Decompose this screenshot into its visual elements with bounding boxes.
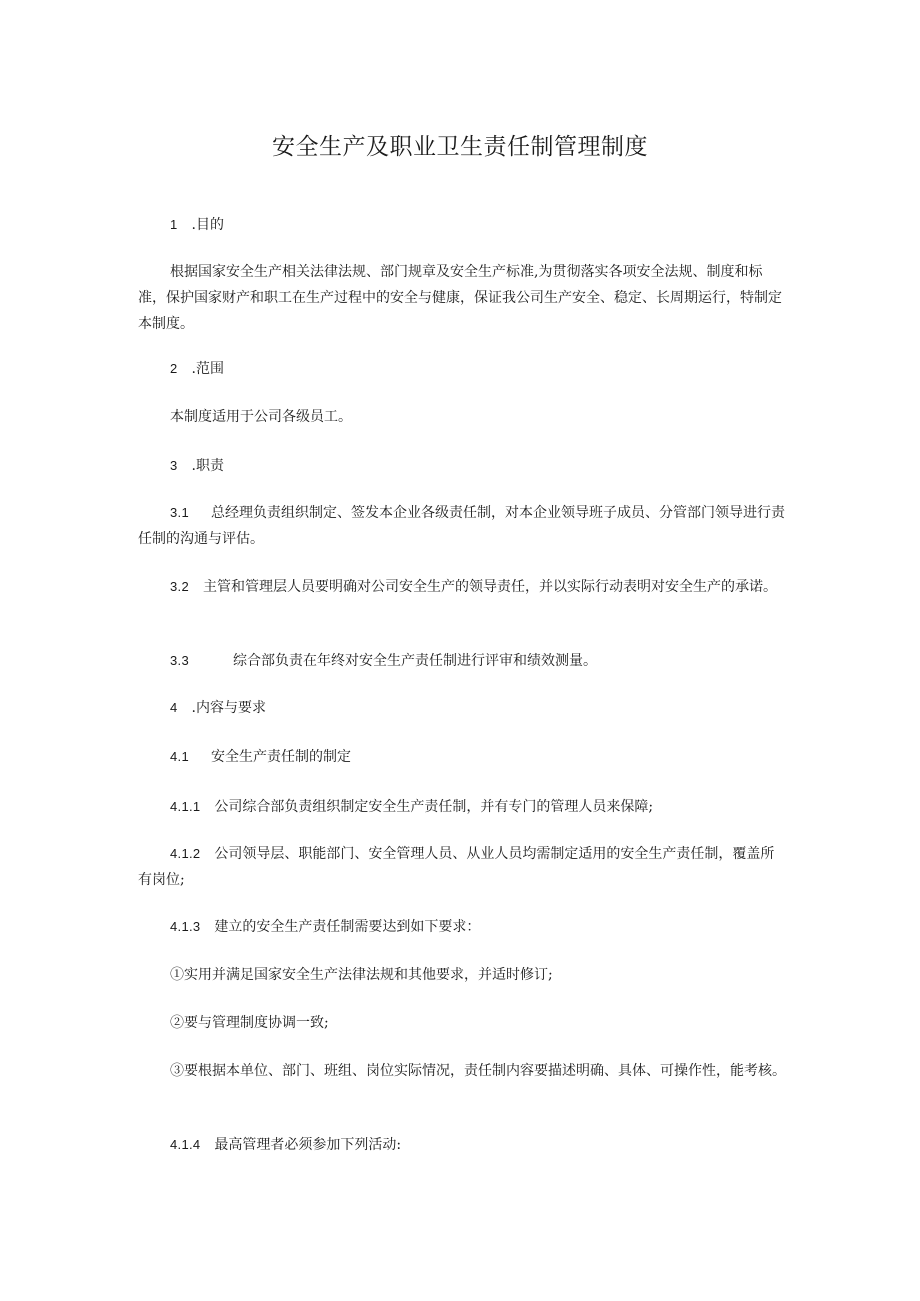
clause-number: 4.1.4	[170, 1137, 201, 1152]
section-heading-text: .职责	[191, 458, 224, 474]
section-heading-text: .内容与要求	[191, 700, 266, 716]
clause-number: 3.1	[170, 505, 189, 520]
clause-text: 公司综合部负责组织制定安全生产责任制，并有专门的管理人员来保障;	[214, 799, 654, 815]
clause-text: 最高管理者必须参加下列活动:	[214, 1137, 402, 1153]
clause-4-1-3	[138, 914, 788, 940]
clause-text: 综合部负责在年终对安全生产责任制进行评审和绩效测量。	[232, 653, 597, 669]
document-title: 安全生产及职业卫生责任制管理制度	[272, 134, 648, 160]
clause-4-1	[138, 744, 788, 770]
clause-number: 4.1.3	[170, 919, 201, 934]
clause-text: 安全生产责任制的制定	[210, 749, 351, 765]
clause-4-1-1	[138, 794, 788, 820]
section-heading-1	[138, 212, 788, 238]
clause-number: 4.1	[170, 749, 189, 764]
clause-number: 3.2	[170, 579, 189, 594]
requirement-item-3: ③要根据本单位、部门、班组、岗位实际情况，责任制内容要描述明确、具体、可操作性，能考核。	[170, 1063, 786, 1079]
section-number: 1	[170, 217, 178, 232]
clause-number: 3.3	[170, 653, 189, 668]
paragraph-purpose: 根据国家安全生产相关法律法规、部门规章及安全生产标准,为贯彻落实各项安全法规、制度和标准，保护国家财产和职工在生产过程中的安全与健康，保证我公司生产安全、稳定、长周期运行，特制定本制度。	[138, 264, 782, 332]
section-number: 3	[170, 458, 178, 473]
clause-text: 公司领导层、职能部门、安全管理人员、从业人员均需制定适用的安全生产责任制，覆盖所有岗位;	[138, 846, 775, 888]
section-heading-text: .范围	[191, 361, 224, 377]
requirement-item-1: ①实用并满足国家安全生产法律法规和其他要求，并适时修订;	[170, 967, 553, 983]
section-heading-2	[138, 356, 788, 382]
clause-text: 主管和管理层人员要明确对公司安全生产的领导责任，并以实际行动表明对安全生产的承诺。	[202, 579, 777, 595]
clause-3-2	[138, 574, 788, 600]
section-heading-text: .目的	[191, 217, 224, 233]
clause-3-3	[138, 648, 788, 674]
clause-text: 建立的安全生产责任制需要达到如下要求：	[214, 919, 481, 935]
requirement-item-2: ②要与管理制度协调一致;	[170, 1015, 329, 1031]
paragraph-scope: 本制度适用于公司各级员工。	[170, 409, 352, 425]
section-number: 4	[170, 700, 178, 715]
section-heading-4	[138, 695, 788, 721]
clause-number: 4.1.2	[170, 846, 201, 861]
section-number: 2	[170, 361, 178, 376]
clause-number: 4.1.1	[170, 799, 201, 814]
section-heading-3	[138, 453, 788, 479]
clause-4-1-4	[138, 1132, 788, 1158]
clause-text: 总经理负责组织制定、签发本企业各级责任制，对本企业领导班子成员、分管部门领导进行责任制的沟通与评估。	[138, 505, 785, 547]
clause-4-1-2	[138, 841, 788, 893]
clause-3-1	[138, 500, 788, 552]
